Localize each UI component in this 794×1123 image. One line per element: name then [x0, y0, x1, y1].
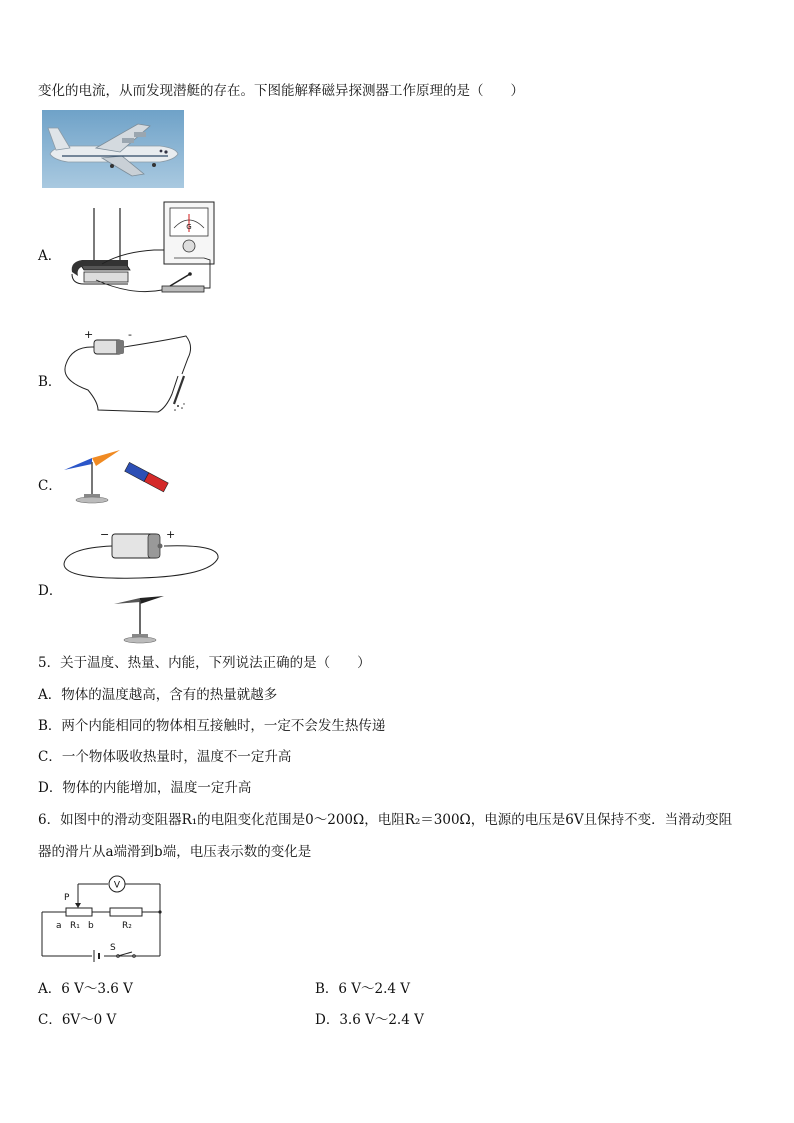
- q6-circuit-diagram: [38, 870, 166, 966]
- q6-option-a: A．6 V～3.6 V: [38, 981, 133, 997]
- slider-label: P: [64, 893, 70, 903]
- battery-minus-sign: -: [128, 328, 132, 341]
- q4-option-c-figure: [62, 448, 172, 504]
- q4-option-a-label: A．: [38, 248, 62, 264]
- q4-option-b-label: B．: [38, 374, 62, 390]
- q4-option-b-figure: [58, 324, 198, 416]
- q5-option-b: B．两个内能相同的物体相互接触时，一定不会发生热传递: [38, 718, 386, 734]
- q6-option-b: B．6 V～2.4 V: [315, 981, 411, 997]
- q5-option-d: D．物体的内能增加，温度一定升高: [38, 780, 252, 796]
- q4-option-d-figure: [60, 524, 224, 646]
- q5-stem: 5．关于温度、热量、内能，下列说法正确的是（ ）: [38, 655, 371, 671]
- q6-option-c: C．6V～0 V: [38, 1012, 117, 1028]
- q5-option-c: C．一个物体吸收热量时，温度不一定升高: [38, 749, 292, 765]
- r1-label: R₁: [70, 921, 80, 931]
- end-b-label: b: [88, 921, 94, 931]
- voltmeter-label: V: [113, 880, 121, 891]
- switch-label: S: [110, 943, 116, 953]
- battery-plus-sign: +: [166, 528, 176, 541]
- q5-option-a: A．物体的温度越高，含有的热量就越多: [38, 687, 278, 703]
- battery-plus-sign: +: [84, 328, 94, 341]
- q4-option-c-label: C．: [38, 478, 62, 494]
- battery-minus-sign: −: [100, 528, 110, 541]
- galvanometer-letter: G: [186, 223, 192, 231]
- q6-option-d: D．3.6 V～2.4 V: [315, 1012, 424, 1028]
- q4-option-d-label: D．: [38, 583, 63, 599]
- r2-label: R₂: [122, 921, 132, 931]
- q4-option-a-figure: [62, 200, 218, 302]
- airplane-photo: [42, 110, 184, 188]
- q6-stem-line2: 器的滑片从a端滑到b端，电压表示数的变化是: [38, 844, 312, 860]
- q4-stem: 变化的电流，从而发现潜艇的存在。下图能解释磁异探测器工作原理的是（ ）: [38, 83, 524, 99]
- q6-stem-line1: 6．如图中的滑动变阻器R₁的电阻变化范围是0～200Ω，电阻R₂＝300Ω，电源的电压是6V且保持不变．当滑动变阻: [38, 812, 733, 828]
- end-a-label: a: [56, 921, 62, 931]
